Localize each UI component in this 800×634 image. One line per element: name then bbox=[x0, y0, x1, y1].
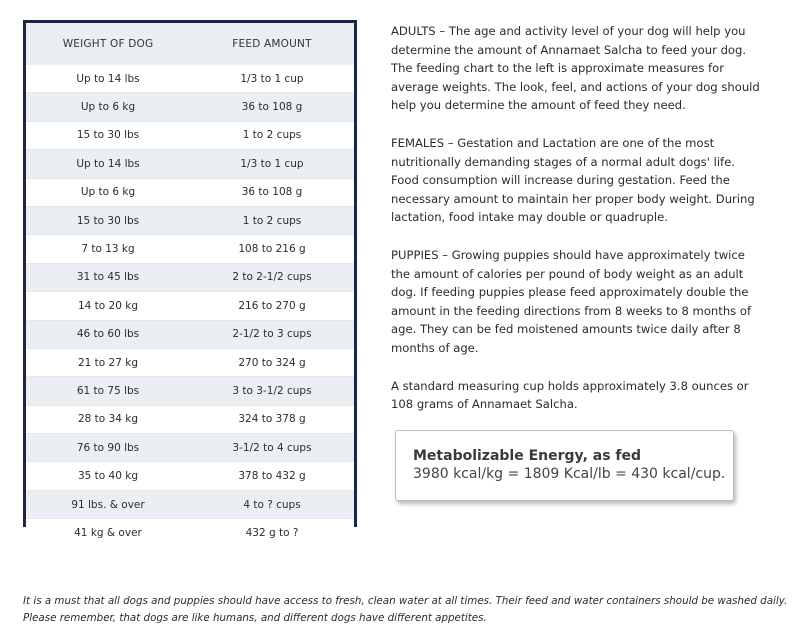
weight-cell: 21 to 27 kg bbox=[26, 348, 190, 376]
footnote-line-appetites: Please remember, that dogs are like humans, and different dogs have different appetites. bbox=[23, 611, 487, 624]
table-row bbox=[26, 150, 354, 178]
weight-cell: 15 to 30 lbs bbox=[26, 206, 190, 234]
weight-cell: 91 lbs. & over bbox=[26, 490, 190, 518]
feeding-table-frame bbox=[23, 20, 357, 539]
weight-cell: 35 to 40 kg bbox=[26, 462, 190, 490]
table-row bbox=[26, 65, 354, 93]
feed-amount-cell: 216 to 270 g bbox=[190, 292, 354, 320]
table-row bbox=[26, 462, 354, 490]
table-row bbox=[26, 519, 354, 547]
table-header-row bbox=[26, 23, 354, 65]
table-row bbox=[26, 292, 354, 320]
weight-cell: Up to 14 lbs bbox=[26, 65, 190, 93]
table-row bbox=[26, 263, 354, 291]
weight-cell: Up to 6 kg bbox=[26, 178, 190, 206]
table-row bbox=[26, 206, 354, 234]
feed-amount-cell: 1/3 to 1 cup bbox=[190, 150, 354, 178]
table-row bbox=[26, 320, 354, 348]
feeding-instructions bbox=[391, 22, 766, 433]
feed-amount-cell: 1 to 2 cups bbox=[190, 206, 354, 234]
feed-amount-cell: 2 to 2-1/2 cups bbox=[190, 263, 354, 291]
table-row bbox=[26, 178, 354, 206]
feed-amount-cell: 108 to 216 g bbox=[190, 235, 354, 263]
feeding-table bbox=[26, 23, 354, 547]
weight-cell: 15 to 30 lbs bbox=[26, 121, 190, 149]
table-row bbox=[26, 405, 354, 433]
table-row bbox=[26, 235, 354, 263]
feed-amount-cell: 2-1/2 to 3 cups bbox=[190, 320, 354, 348]
header-weight-of-dog: WEIGHT OF DOG bbox=[26, 23, 190, 65]
measuring-cup-paragraph: A standard measuring cup holds approximately 3.8 ounces or 108 grams of Annamaet Salcha. bbox=[391, 378, 749, 412]
feed-amount-cell: 1 to 2 cups bbox=[190, 121, 354, 149]
footnote-line-water: It is a must that all dogs and puppies should have access to fresh, clean water at all times. Their feed and water containers should be washed daily. bbox=[23, 595, 788, 607]
energy-value: 3980 kcal/kg = 1809 Kcal/lb = 430 kcal/cup. bbox=[413, 466, 726, 482]
weight-cell: Up to 14 lbs bbox=[26, 150, 190, 178]
footnote bbox=[23, 593, 793, 626]
feed-amount-cell: 3-1/2 to 4 cups bbox=[190, 434, 354, 462]
header-feed-amount: FEED AMOUNT bbox=[190, 23, 354, 65]
weight-cell: 28 to 34 kg bbox=[26, 405, 190, 433]
weight-cell: 61 to 75 lbs bbox=[26, 377, 190, 405]
feed-amount-cell: 378 to 432 g bbox=[190, 462, 354, 490]
females-paragraph: FEMALES – Gestation and Lactation are one of the most nutritionally demanding stages of a normal adult dogs' life. Food consumption will increase during gestation. Feed the necessary amount to maintain her proper body weight. During lactation, food intake may double or quadruple. bbox=[391, 135, 755, 225]
table-row bbox=[26, 377, 354, 405]
feed-amount-cell: 324 to 378 g bbox=[190, 405, 354, 433]
table-row bbox=[26, 434, 354, 462]
weight-cell: Up to 6 kg bbox=[26, 93, 190, 121]
weight-cell: 41 kg & over bbox=[26, 519, 190, 547]
feed-amount-cell: 4 to ? cups bbox=[190, 490, 354, 518]
feed-amount-cell: 36 to 108 g bbox=[190, 178, 354, 206]
table-row bbox=[26, 93, 354, 121]
feed-amount-cell: 270 to 324 g bbox=[190, 348, 354, 376]
weight-cell: 7 to 13 kg bbox=[26, 235, 190, 263]
weight-cell: 76 to 90 lbs bbox=[26, 434, 190, 462]
feed-amount-cell: 3 to 3-1/2 cups bbox=[190, 377, 354, 405]
table-row bbox=[26, 490, 354, 518]
feed-amount-cell: 1/3 to 1 cup bbox=[190, 65, 354, 93]
weight-cell: 31 to 45 lbs bbox=[26, 263, 190, 291]
table-row bbox=[26, 348, 354, 376]
energy-title: Metabolizable Energy, as fed bbox=[413, 448, 642, 464]
weight-cell: 14 to 20 kg bbox=[26, 292, 190, 320]
table-row bbox=[26, 121, 354, 149]
weight-cell: 46 to 60 lbs bbox=[26, 320, 190, 348]
metabolizable-energy-box bbox=[395, 430, 734, 501]
adults-paragraph: ADULTS – The age and activity level of your dog will help you determine the amount of Annamaet Salcha to feed your dog. The feeding chart to the left is approximate measures for average weights. The look, feel, and actions of your dog should help you determine the amount of feed they need. bbox=[391, 24, 760, 113]
feed-amount-cell: 36 to 108 g bbox=[190, 93, 354, 121]
puppies-paragraph: PUPPIES – Growing puppies should have approximately twice the amount of calories per pound of body weight as an adult dog. If feeding puppies please feed approximately double the amount in the feeding directions from 8 weeks to 8 months of age. They can be fed moistened amounts twice daily after 8 months of age. bbox=[391, 247, 752, 355]
feed-amount-cell: 432 g to ? bbox=[190, 519, 354, 547]
